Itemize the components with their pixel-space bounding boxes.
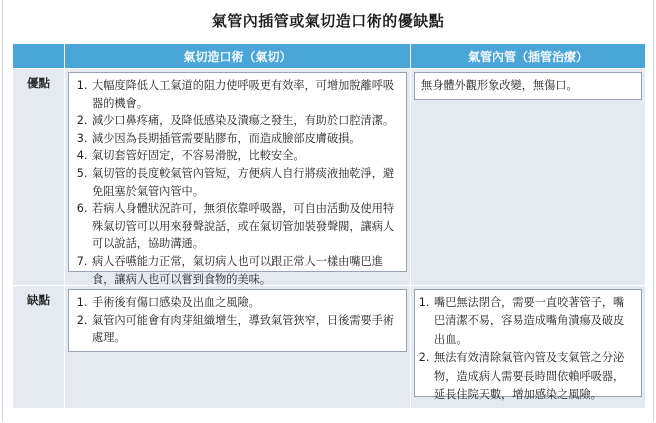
disadvantages-tracheostomy-list [73, 294, 400, 347]
header-intubation: 氣管內管（插管治療） [411, 44, 646, 69]
cell-disadvantages-tracheostomy [65, 286, 411, 409]
list-item: 1. 大幅度降低人工氣道的阻力使呼吸更有效率，可增加脫離呼吸器的機會。 [91, 77, 400, 112]
list-item: 1. 嘴巴無法閉合，需要一直咬著管子，嘴巴清潔不易，容易造成嘴角潰瘍及破皮出血。 [433, 294, 635, 349]
disadvantages-intubation-list [419, 294, 635, 404]
table-row-advantages [13, 69, 646, 286]
table-row-disadvantages [13, 286, 646, 409]
list-item: 2. 減少口鼻疼痛，及降低感染及潰瘍之發生，有助於口腔清潔。 [91, 112, 400, 130]
header-tracheostomy: 氣切造口術（氣切） [65, 44, 411, 69]
text-box [68, 72, 407, 286]
list-item: 6. 若病人身體狀況許可，無須依靠呼吸器，可自由活動及使用特殊氣切管可以用來發聲說話，或在氣切管加裝發聲閥，讓病人可以說話，協助溝通。 [91, 200, 400, 253]
row-label-advantages: 優點 [13, 69, 65, 286]
page-title: 氣管內插管或氣切造口術的優缺點 [211, 12, 445, 30]
list-item: 5. 氣切管的長度較氣管內管短，方便病人自行將痰液抽乾淨，避免阻塞於氣管內管中。 [91, 165, 400, 200]
list-item: 2. 氣管內可能會有肉芽組織增生，導致氣管狹窄，日後需要手術處理。 [91, 312, 400, 347]
text-box [414, 289, 642, 402]
list-item: 1. 手術後有傷口感染及出血之風險。 [91, 294, 400, 312]
advantages-tracheostomy-list [73, 77, 400, 288]
advantages-intubation-text: 無身體外觀形象改變，無傷口。 [421, 79, 578, 92]
cell-advantages-intubation [411, 69, 646, 286]
text-box [414, 72, 642, 100]
comparison-table [12, 43, 646, 409]
cell-disadvantages-intubation [411, 286, 646, 409]
list-item: 7. 病人吞嚥能力正常，氣切病人也可以跟正常人一樣由嘴巴進食，讓病人也可以嘗到食物的美味。 [91, 253, 400, 288]
table-header-row [13, 44, 646, 69]
cell-advantages-tracheostomy [65, 69, 411, 286]
list-item: 2. 無法有效清除氣管內管及支氣管之分泌物，造成病人需要長時間依賴呼吸器，延長住院天數，增加感染之風險。 [433, 349, 635, 404]
header-empty-cell [13, 44, 65, 69]
text-box [68, 289, 407, 352]
list-item: 3. 減少因為長期插管需要貼膠布，而造成臉部皮膚破損。 [91, 130, 400, 148]
document-page [2, 0, 654, 421]
list-item: 4. 氣切套管好固定，不容易滑脫，比較安全。 [91, 147, 400, 165]
row-label-disadvantages: 缺點 [13, 286, 65, 409]
